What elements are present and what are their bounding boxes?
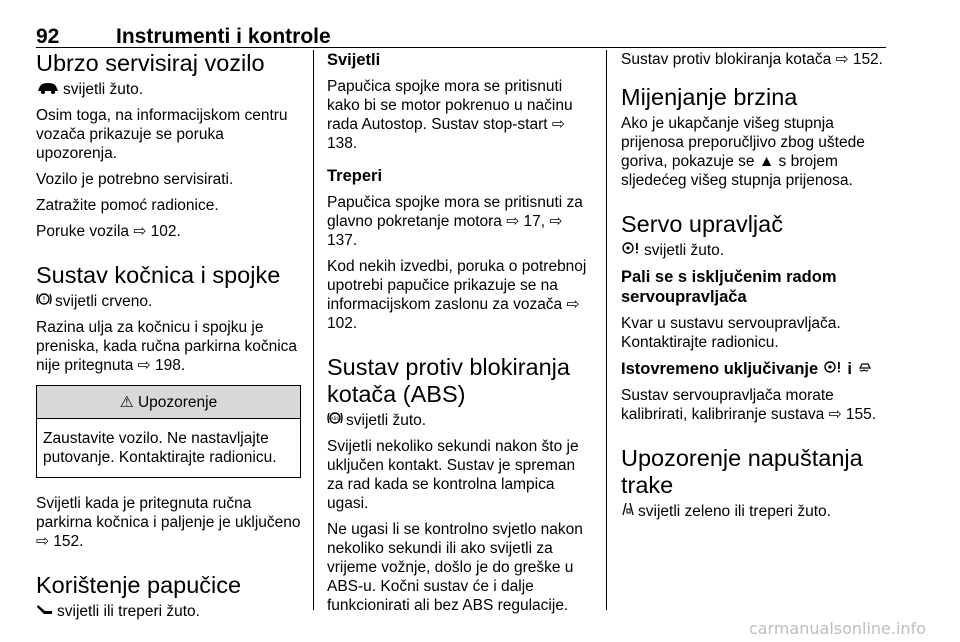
running-title: Instrumenti i kontrole bbox=[116, 25, 331, 48]
svg-text:!: ! bbox=[42, 295, 46, 304]
column-3 bbox=[621, 50, 891, 528]
column-divider-2 bbox=[606, 50, 607, 610]
brake-paragraph-3: Svijetli kada je pritegnuta ručna parkirna kočnica i paljenje je uključeno ⇨ 152. bbox=[36, 495, 301, 550]
section-title-service: Ubrzo servisiraj vozilo bbox=[36, 50, 265, 76]
servo-subheading-2: Istovremeno uključivanje i bbox=[621, 359, 891, 379]
abs-continued: Sustav protiv blokiranja kotača ⇨ 152. bbox=[621, 51, 883, 68]
abs-paragraph-2: Svijetli nekoliko sekundi nakon što je uključen kontakt. Sustav je spreman za rad kada se kontrolna lampica ugasi. bbox=[327, 438, 579, 512]
svg-text:ABS: ABS bbox=[330, 417, 340, 422]
section-title-lane: Upozorenje napuštanja trake bbox=[621, 445, 863, 498]
steering-warning-icon bbox=[621, 241, 641, 260]
section-title-brakes: Sustav kočnica i spojke bbox=[36, 262, 281, 288]
service-paragraph-4: Zatražite pomoć radionice. bbox=[36, 197, 219, 214]
brake-paragraph-2: Razina ulja za kočnicu i spojku je preniska, kada ručna parkirna kočnica nije pritegnuta ⇨ 198. bbox=[36, 319, 298, 374]
service-light-line: svijetli žuto. bbox=[36, 80, 301, 99]
column-1 bbox=[36, 50, 301, 628]
pedal-paragraph-2: Papučica spojke mora se pritisnuti za glavno pokretanje motora ⇨ 17, ⇨ 137. bbox=[327, 194, 583, 249]
pedal-paragraph-3: Kod nekih izvedbi, poruka o potrebnoj upotrebi papučice prikazuje se na informacijskom zaslonu za vozača ⇨ 102. bbox=[327, 258, 587, 332]
column-2 bbox=[327, 50, 595, 622]
brake-light-line: ! svijetli crveno. bbox=[36, 292, 301, 311]
servo-paragraph-2: Sustav servoupravljača morate kalibrirati, kalibriranje sustava ⇨ 155. bbox=[621, 387, 877, 423]
service-paragraph-3: Vozilo je potrebno servisirati. bbox=[36, 171, 234, 188]
upshift-arrow-icon: ▲ bbox=[758, 153, 775, 170]
section-title-servo: Servo upravljač bbox=[621, 211, 783, 237]
warning-triangle-icon: ⚠ bbox=[119, 394, 134, 411]
section-title-pedal: Korištenje papučice bbox=[36, 572, 242, 598]
steering-warning-icon bbox=[823, 360, 848, 378]
traction-icon bbox=[857, 360, 873, 378]
page-number: 92 bbox=[36, 25, 60, 48]
servo-subheading-1: Pali se s isključenim radom servoupravljača bbox=[621, 268, 837, 306]
page-header bbox=[36, 21, 886, 48]
servo-paragraph-1: Kvar u sustavu servoupravljača. Kontaktirajte radionicu. bbox=[621, 315, 841, 351]
section-title-abs: Sustav protiv blokiranja kotača (ABS) bbox=[327, 354, 570, 407]
pedal-paragraph-1: Papučica spojke mora se pritisnuti kako bi se motor pokrenuo u načinu rada Autostop. Sustav stop-start ⇨ 138. bbox=[327, 78, 573, 152]
pedal-icon bbox=[36, 602, 54, 621]
abs-icon bbox=[327, 411, 343, 430]
subheading-svijetli: Svijetli bbox=[327, 51, 381, 69]
watermark: carmanualsonline.info bbox=[748, 619, 926, 638]
brake-warning-icon bbox=[36, 292, 52, 311]
warning-text: Zaustavite vozilo. Ne nastavljajte putovanje. Kontaktirajte radionicu. bbox=[43, 430, 277, 466]
abs-paragraph-3: Ne ugasi li se kontrolno svjetlo nakon nekoliko sekundi ili ako svijetli za vrijeme vožnje, došlo je do greške u ABS-u. Kočni sustav će i dalje funkcionirati ali bez ABS regulacije. bbox=[327, 521, 583, 614]
servo-light-line: svijetli žuto. bbox=[621, 241, 891, 260]
abs-light-line: ABS svijetli žuto. bbox=[327, 411, 595, 430]
pedal-light-line: svijetli ili treperi žuto. bbox=[36, 602, 301, 621]
car-wrench-icon bbox=[36, 80, 60, 99]
column-divider-1 bbox=[313, 50, 314, 610]
warning-box bbox=[36, 385, 301, 478]
lane-departure-icon bbox=[621, 502, 635, 521]
lane-light-line: svijetli zeleno ili treperi žuto. bbox=[621, 502, 891, 521]
service-paragraph-5: Poruke vozila ⇨ 102. bbox=[36, 223, 181, 240]
service-paragraph-2: Osim toga, na informacijskom centru vozača prikazuje se poruka upozorenja. bbox=[36, 107, 288, 162]
gear-paragraph: Ako je ukapčanje višeg stupnja prijenosa preporučljivo zbog uštede goriva, pokazuje se ▲ s brojem sljedećeg višeg stupnja prijenosa. bbox=[621, 115, 865, 189]
subheading-treperi: Treperi bbox=[327, 167, 383, 185]
warning-header: ⚠ Upozorenje bbox=[37, 386, 300, 419]
section-title-gear: Mijenjanje brzina bbox=[621, 84, 798, 110]
